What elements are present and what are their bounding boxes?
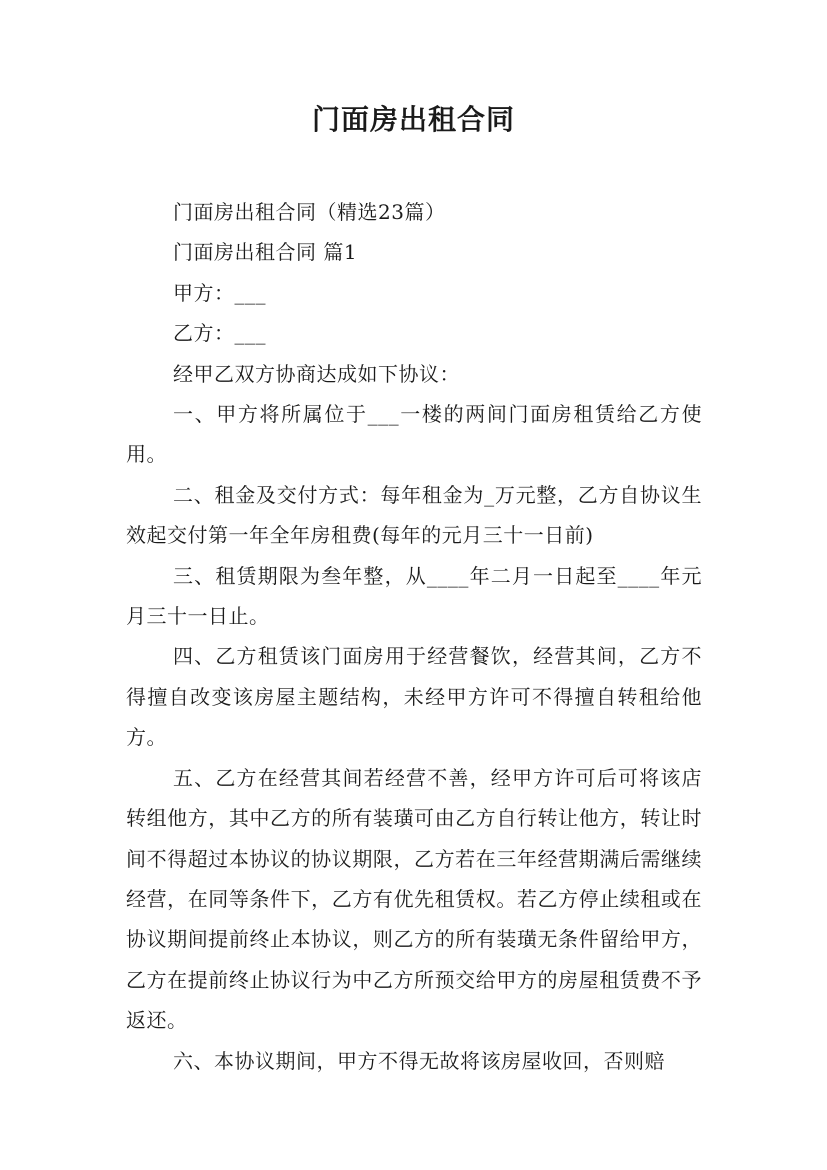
document-title: 门面房出租合同 <box>311 103 515 136</box>
paragraph-intro: 经甲乙双方协商达成如下协议： <box>173 361 460 386</box>
paragraph-clause-6: 六、本协议期间，甲方不得无故将该房屋收回，否则赔 <box>173 1048 665 1073</box>
document-body <box>126 192 702 1081</box>
paragraph-party-b: 乙方：___ <box>173 321 266 346</box>
paragraph-clause-5: 五、乙方在经营其间若经营不善，经甲方许可后可将该店转组他方，其中乙方的所有装璜可由乙方自行转让他方，转让时间不得超过本协议的协议期限，乙方若在三年经营期满后需继续经营，在同等条件下，乙方有优先租赁权。若乙方停止续租或在协议期间提前终止本协议，则乙方的所有装璜无条件留给甲方，乙方在提前终止协议行为中乙方所预交给甲方的房屋租赁费不予返还。 <box>126 765 702 1033</box>
paragraph-clause-3: 三、租赁期限为叁年整，从____年二月一日起至____年元月三十一日止。 <box>126 563 702 629</box>
paragraph-subtitle: 门面房出租合同（精选23篇） <box>173 200 446 224</box>
paragraph-clause-4: 四、乙方租赁该门面房用于经营餐饮，经营其间，乙方不得擅自改变该房屋主题结构，未经甲方许可不得擅自转租给他方。 <box>126 644 702 750</box>
paragraph-clause-2: 二、租金及交付方式：每年租金为_万元整，乙方自协议生效起交付第一年全年房租费(每年的元月三十一日前) <box>126 482 702 548</box>
paragraph-party-a: 甲方：___ <box>173 280 266 305</box>
paragraph-section-heading: 门面房出租合同 篇1 <box>173 240 358 265</box>
paragraph-clause-1: 一、甲方将所属位于___一楼的两间门面房租赁给乙方使用。 <box>126 402 702 467</box>
